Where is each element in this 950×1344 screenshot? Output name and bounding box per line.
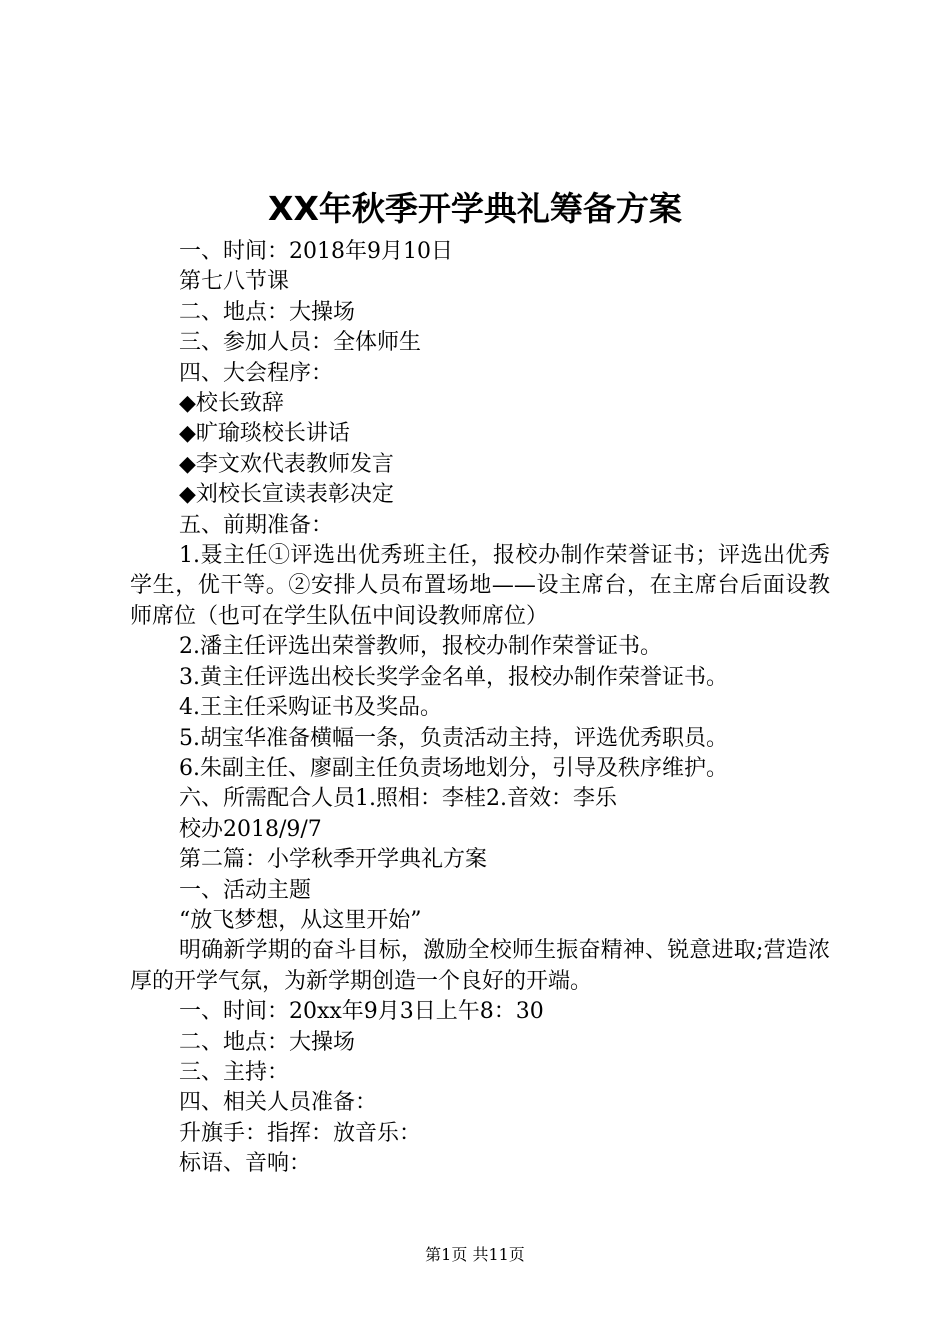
host-line: 三、主持： [179, 1059, 290, 1085]
preparation-item: 2.潘主任评选出荣誉教师，报校办制作荣誉证书。 [179, 634, 662, 660]
staff-preparation-heading: 四、相关人员准备： [179, 1090, 378, 1116]
location-line: 二、地点：大操场 [179, 299, 356, 325]
time-line: 一、时间：20xx年9月3日上午8：30 [179, 999, 544, 1025]
support-staff-line: 六、所需配合人员1.照相：李桂2.音效：李乐 [179, 786, 617, 812]
participants-line: 三、参加人员：全体师生 [179, 330, 422, 356]
document-body [130, 237, 830, 1180]
equipment-line: 标语、音响： [179, 1151, 312, 1177]
signature-line: 校办2018/9/7 [179, 816, 322, 842]
preparation-item: 4.王主任采购证书及奖品。 [179, 695, 442, 721]
agenda-item: ◆旷瑜琰校长讲话 [179, 421, 350, 447]
preparation-item: 3.黄主任评选出校长奖学金名单，报校办制作荣誉证书。 [179, 664, 728, 690]
time-line: 一、时间：2018年9月10日 [179, 239, 453, 264]
class-period-line: 第七八节课 [179, 269, 290, 295]
agenda-item: ◆刘校长宣读表彰决定 [179, 482, 394, 508]
preparation-item: 1.聂主任①评选出优秀班主任，报校办制作荣誉证书；评选出优秀学生，优干等。②安排人员布置场地——设主席台，在主席台后面设教师席位（也可在学生队伍中间设教师席位） [130, 543, 830, 629]
purpose-paragraph: 明确新学期的奋斗目标，激励全校师生振奋精神、锐意进取;营造浓厚的开学气氛，为新学期创造一个良好的开端。 [130, 938, 830, 994]
theme-heading: 一、活动主题 [179, 877, 312, 903]
preparation-item: 6.朱副主任、廖副主任负责场地划分，引导及秩序维护。 [179, 755, 728, 781]
agenda-item: ◆校长致辞 [179, 391, 284, 417]
page-footer: 第1页 共11页 [425, 1245, 525, 1264]
location-line: 二、地点：大操场 [179, 1029, 356, 1055]
preparation-item: 5.胡宝华准备横幅一条，负责活动主持，评选优秀职员。 [179, 725, 728, 751]
agenda-item: ◆李文欢代表教师发言 [179, 451, 394, 477]
theme-slogan: “放飞梦想，从这里开始” [179, 907, 422, 933]
roles-line: 升旗手：指挥：放音乐： [179, 1120, 422, 1146]
agenda-heading: 四、大会程序： [179, 360, 334, 386]
second-part-heading: 第二篇：小学秋季开学典礼方案 [179, 847, 488, 873]
preparation-heading: 五、前期准备： [179, 512, 334, 538]
document-title: XX年秋季开学典礼筹备方案 [268, 189, 682, 228]
